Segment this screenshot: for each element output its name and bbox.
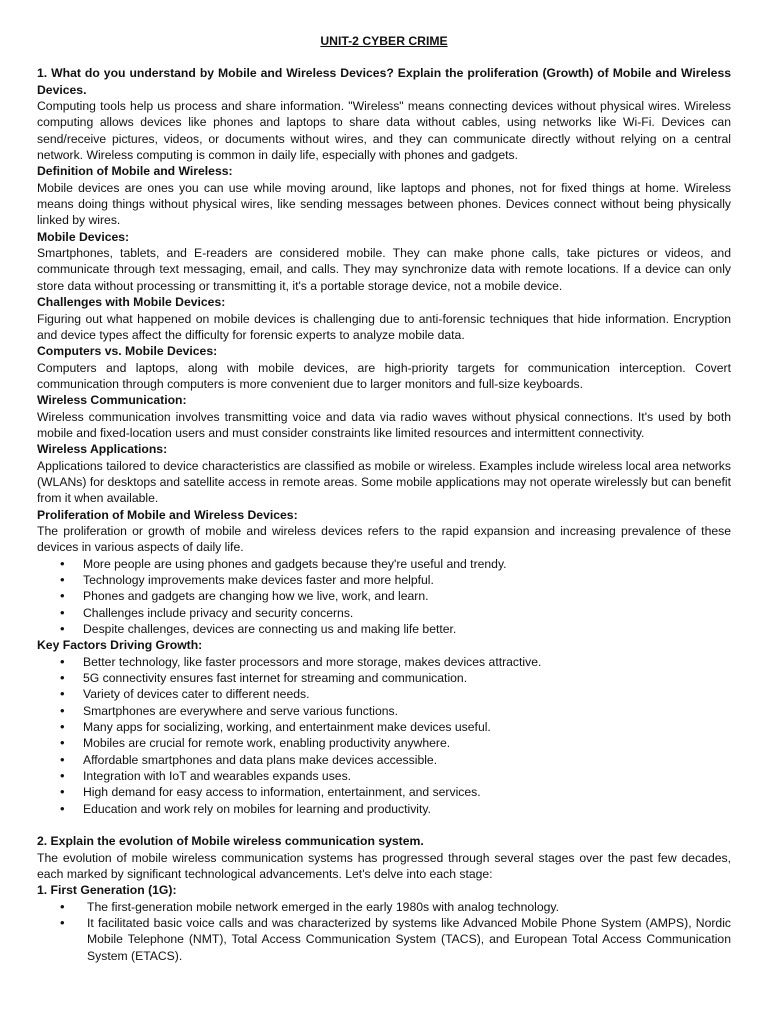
list-item: • 5G connectivity ensures fast internet for streaming and communication.: [37, 670, 731, 686]
list-item: • The first-generation mobile network emerged in the early 1980s with analog technology.: [37, 899, 731, 915]
list-item: • Integration with IoT and wearables expands uses.: [37, 768, 731, 784]
proliferation-list: [37, 556, 731, 638]
first-generation-list: [37, 899, 731, 964]
heading-mobile-devices: Mobile Devices:: [37, 229, 130, 244]
heading-wireless-applications: Wireless Applications:: [37, 442, 168, 457]
paragraph-challenges: Figuring out what happened on mobile devices is challenging due to anti-forensic techniques that hide information. Encryption and device types affect the difficulty for forensic experts to analyze mobile data.: [37, 311, 731, 342]
list-item: • Education and work rely on mobiles for learning and productivity.: [37, 801, 731, 817]
list-item: • Mobiles are crucial for remote work, enabling productivity anywhere.: [37, 735, 731, 751]
list-item: • Smartphones are everywhere and serve various functions.: [37, 703, 731, 719]
list-item: • Despite challenges, devices are connecting us and making life better.: [37, 621, 731, 637]
key-factors-list: [37, 654, 731, 817]
heading-proliferation: Proliferation of Mobile and Wireless Devices:: [37, 507, 298, 522]
list-item: • Better technology, like faster processors and more storage, makes devices attractive.: [37, 654, 731, 670]
heading-challenges: Challenges with Mobile Devices:: [37, 295, 226, 310]
heading-definition: Definition of Mobile and Wireless:: [37, 164, 233, 179]
paragraph-evolution: The evolution of mobile wireless communication systems has progressed through several stages over the past few decades, each marked by significant technological advancements. Let's delve into each stage:: [37, 850, 731, 881]
list-item: • It facilitated basic voice calls and was characterized by systems like Advanced Mobile Phone System (AMPS), Nordic Mobile Telephone (NMT), Total Access Communication System (TACS), and European Total Access Communication System (ETACS).: [37, 915, 731, 964]
heading-wireless-communication: Wireless Communication:: [37, 393, 187, 408]
list-item: • Many apps for socializing, working, and entertainment make devices useful.: [37, 719, 731, 735]
question-2: 2. Explain the evolution of Mobile wireless communication system.: [37, 834, 424, 849]
list-item: • Variety of devices cater to different needs.: [37, 686, 731, 702]
paragraph-definition: Mobile devices are ones you can use while moving around, like laptops and phones, not for fixed things at home. Wireless means doing things without physical wires, like sending messages between phones. Devices connect without being physically linked by wires.: [37, 180, 731, 228]
heading-computers-vs-mobile: Computers vs. Mobile Devices:: [37, 344, 218, 359]
list-item: • Technology improvements make devices faster and more helpful.: [37, 572, 731, 588]
list-item: • Phones and gadgets are changing how we live, work, and learn.: [37, 588, 731, 604]
page-title: UNIT-2 CYBER CRIME: [320, 34, 448, 48]
question-1: 1. What do you understand by Mobile and Wireless Devices? Explain the proliferation (Growth) of Mobile and Wireless Devices.: [37, 66, 731, 97]
paragraph-wireless-applications: Applications tailored to device characteristics are classified as mobile or wireless. Examples include wireless local area networks (WLANs) for desktops and satellite access in remote areas. Some mobile applications may not operate wirelessly but can benefit from it when available.: [37, 458, 731, 506]
heading-first-generation: 1. First Generation (1G):: [37, 883, 177, 898]
heading-key-factors: Key Factors Driving Growth:: [37, 638, 203, 653]
list-item: • Affordable smartphones and data plans make devices accessible.: [37, 752, 731, 768]
intro-paragraph: Computing tools help us process and share information. "Wireless" means connecting devices without physical wires. Wireless computing allows devices like phones and laptops to share data without cables, using networks like Wi-Fi. Devices can send/receive pictures, videos, or documents without wires, and they can communicate directly without relying on a central network. Wireless computing is common in daily life, especially with phones and gadgets.: [37, 99, 731, 163]
list-item: • High demand for easy access to information, entertainment, and services.: [37, 784, 731, 800]
paragraph-mobile-devices: Smartphones, tablets, and E-readers are considered mobile. They can make phone calls, take pictures or videos, and communicate through text messaging, email, and calls. They may synchronize data with remote locations. If a device can only store data without processing or transmitting it, it's a portable storage device, not a mobile device.: [37, 246, 731, 293]
list-item: • Challenges include privacy and security concerns.: [37, 605, 731, 621]
paragraph-wireless-communication: Wireless communication involves transmitting voice and data via radio waves without physical connections. It's used by both mobile and fixed-location users and must consider constraints like limited resources and intermittent connectivity.: [37, 409, 731, 440]
section-spacer: [37, 817, 731, 833]
paragraph-computers-vs-mobile: Computers and laptops, along with mobile devices, are high-priority targets for communication interception. Covert communication through computers is more convenient due to larger monitors and full-size keyboards.: [37, 360, 731, 391]
paragraph-proliferation: The proliferation or growth of mobile and wireless devices refers to the rapid expansion and increasing prevalence of these devices in various aspects of daily life.: [37, 523, 731, 555]
list-item: • More people are using phones and gadgets because they're useful and trendy.: [37, 556, 731, 572]
